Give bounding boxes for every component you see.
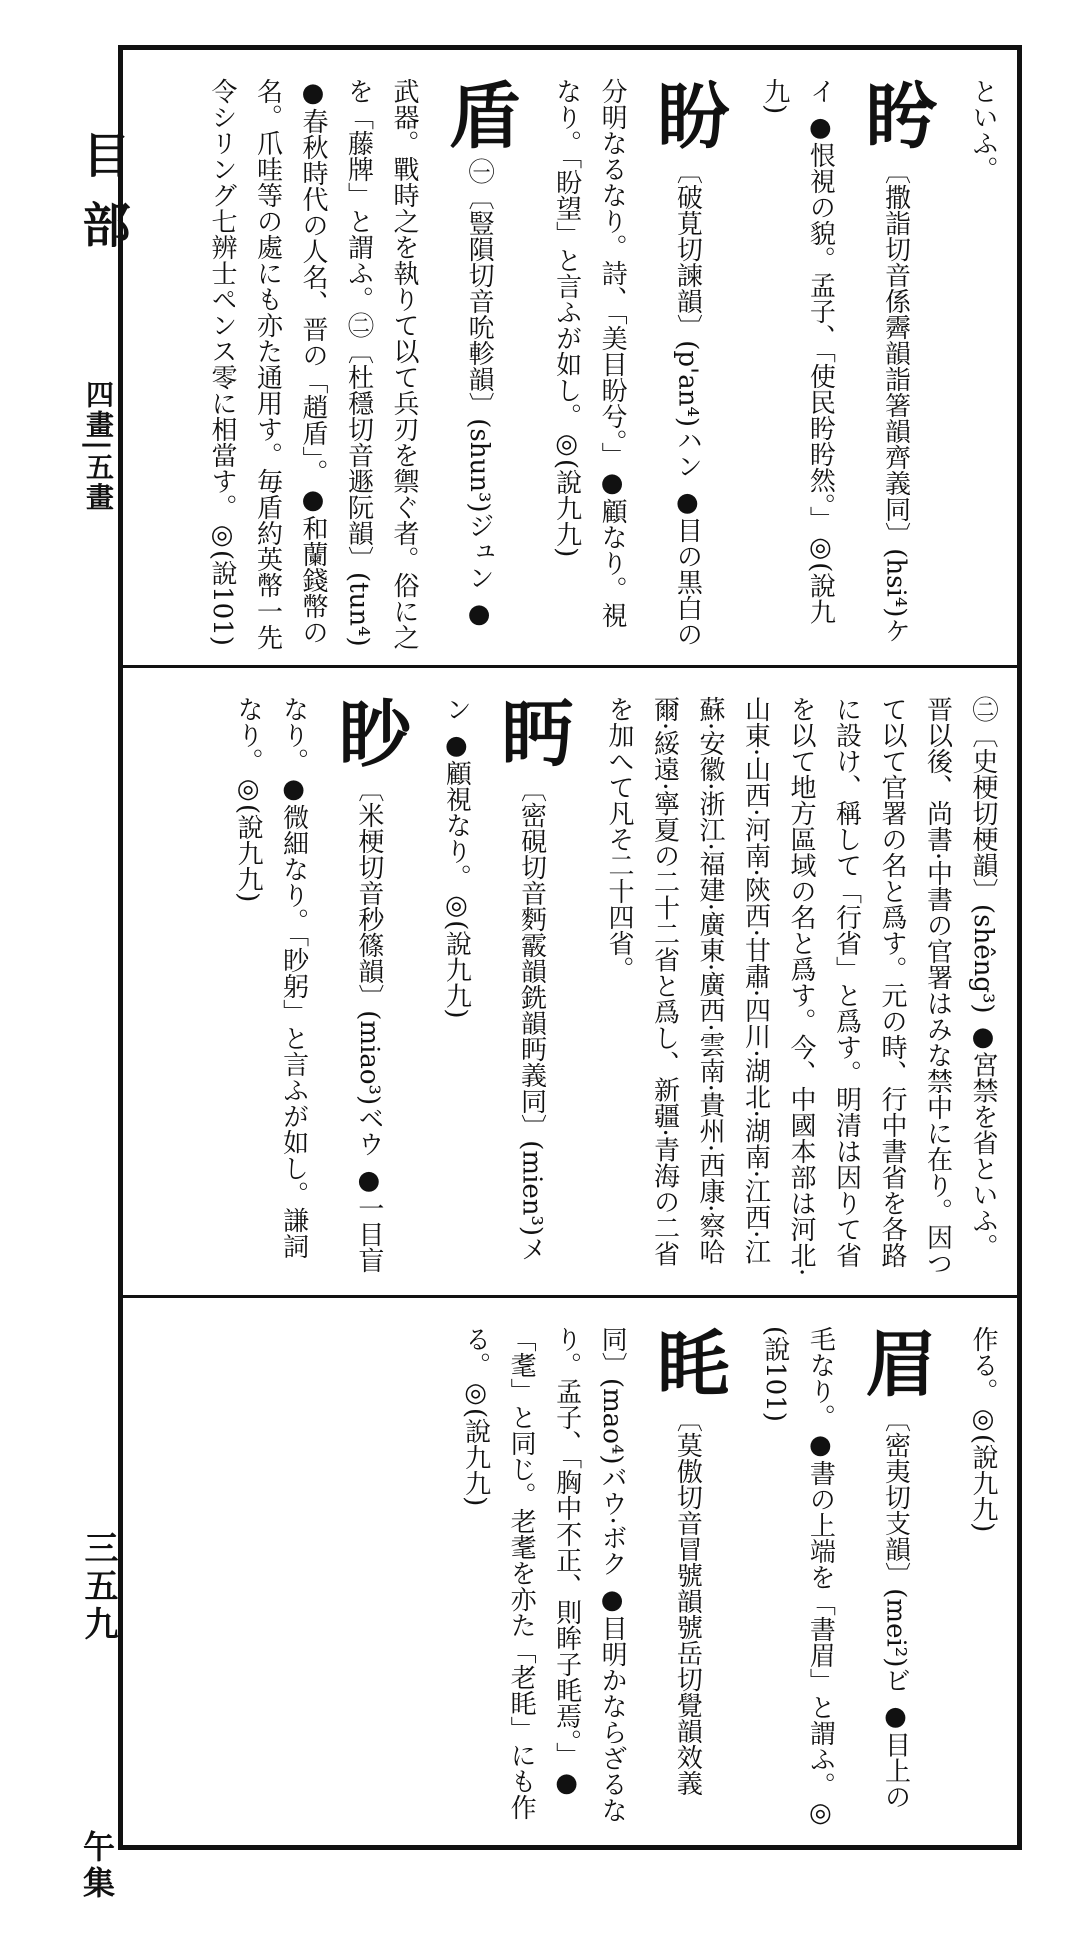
column-continuation bbox=[584, 668, 1018, 1295]
entry-text: ㊁〔史梗切梗韻〕(shêng³) ●宮禁を省といふ。晋以後、尚書·中書の官署はみな禁中に在り。因つて以て官署の名と爲す。元の時、行中書省を各路に設け、稱して「行省」と爲す。明清は因りて省を以て地方區域の名と爲す。今、中國本部は河北·山東·山西·河南·陝西·甘肅·四川·湖北·湖南·江西·江蘇·安徽·浙江·福建·廣東·廣西·雲南·貴州·西康·察哈爾·綏遠·寧夏の二十二省と爲し、新疆·青海の二省を加へて凡そ二十四省。 bbox=[604, 696, 998, 1277]
page-frame bbox=[118, 45, 1022, 1850]
entry-text: ㊀〔豎隕切音吮軫韻〕(shun³)ジュン ●武器。戰時之を執りて以て兵刃を禦ぐ者。俗に之を「藤牌」と謂ふ。㊁〔杜穩切音遯阮韻〕(tun⁴) ●春秋時代の人名、晋の「趙盾」。●和蘭錢幣の名。爪哇等の處にも亦た通用す。毎盾約英幣一先令シリング七辨士ペンス零に相當す。◎(說101) bbox=[206, 78, 495, 650]
entry-text: 〔米梗切音秒篠韻〕(miao³)ベウ ●一目盲なり。●微細なり。「眇躬」と言ふが如し。謙詞なり。◎(說九九) bbox=[233, 696, 384, 1274]
column-continuation bbox=[948, 50, 1018, 665]
entry-headword: 盾 bbox=[437, 78, 523, 150]
entry-text: 〔撒詣切音係霽韻詣箸韻齊義同〕(hsi⁴)ケイ ●恨視の貌。孟子、「使民盻盻然。」◎(說九九) bbox=[759, 78, 911, 644]
band-middle bbox=[123, 668, 1017, 1298]
entry-pan bbox=[531, 50, 739, 665]
entry-text: 作る。◎(說九九) bbox=[968, 1326, 998, 1533]
collection-label: 午集 bbox=[78, 1830, 116, 1902]
entry-mei bbox=[739, 1298, 947, 1845]
entry-text: 〔密硯切音麪霰韻銑韻眄義同〕(mien³)メン ●顧視なり。◎(說九九) bbox=[441, 696, 547, 1263]
column-continuation bbox=[948, 1298, 1018, 1845]
entry-headword: 眊 bbox=[645, 1326, 731, 1398]
band-bottom bbox=[123, 1298, 1017, 1845]
entry-text: 〔密夷切支韻〕(mei²)ビ ●目上の毛なり。●書の上端を「書眉」と謂ふ。◎(說101) bbox=[759, 1326, 911, 1828]
entry-text: 〔破莧切諫韻〕(p'an⁴)ハン ●目の黒白の分明なるなり。詩、「美目盼兮。」●顧なり。視なり。「盼望」と言ふが如し。◎(說九九) bbox=[551, 78, 703, 648]
entry-headword: 眇 bbox=[326, 696, 412, 768]
entry-xi bbox=[739, 50, 947, 665]
entry-text: といふ。 bbox=[968, 78, 998, 182]
entry-mian bbox=[421, 668, 584, 1295]
margin-header bbox=[60, 110, 130, 1910]
entry-headword: 眄 bbox=[489, 696, 575, 768]
stroke-range: 四畫|五畫 bbox=[82, 380, 115, 513]
page-number: 三五九 bbox=[78, 1530, 118, 1644]
entry-headword: 眉 bbox=[853, 1326, 939, 1398]
entry-miao bbox=[213, 668, 421, 1295]
entry-headword: 盼 bbox=[645, 78, 731, 150]
entry-mao bbox=[440, 1298, 739, 1845]
entry-text: 〔莫傲切音冒號韻號岳切覺韻效義同〕(mao⁴)バウ·ボク ●目明かならざるなり。孟子、「胸中不正、則眸子眊焉。」●「耄」と同じ。老耄を亦た「老眊」にも作る。◎(說九九) bbox=[460, 1326, 703, 1824]
radical-section-title: 目部 bbox=[74, 130, 130, 270]
entry-dun bbox=[186, 50, 531, 665]
entry-headword: 盻 bbox=[853, 78, 939, 150]
band-top bbox=[123, 50, 1017, 668]
